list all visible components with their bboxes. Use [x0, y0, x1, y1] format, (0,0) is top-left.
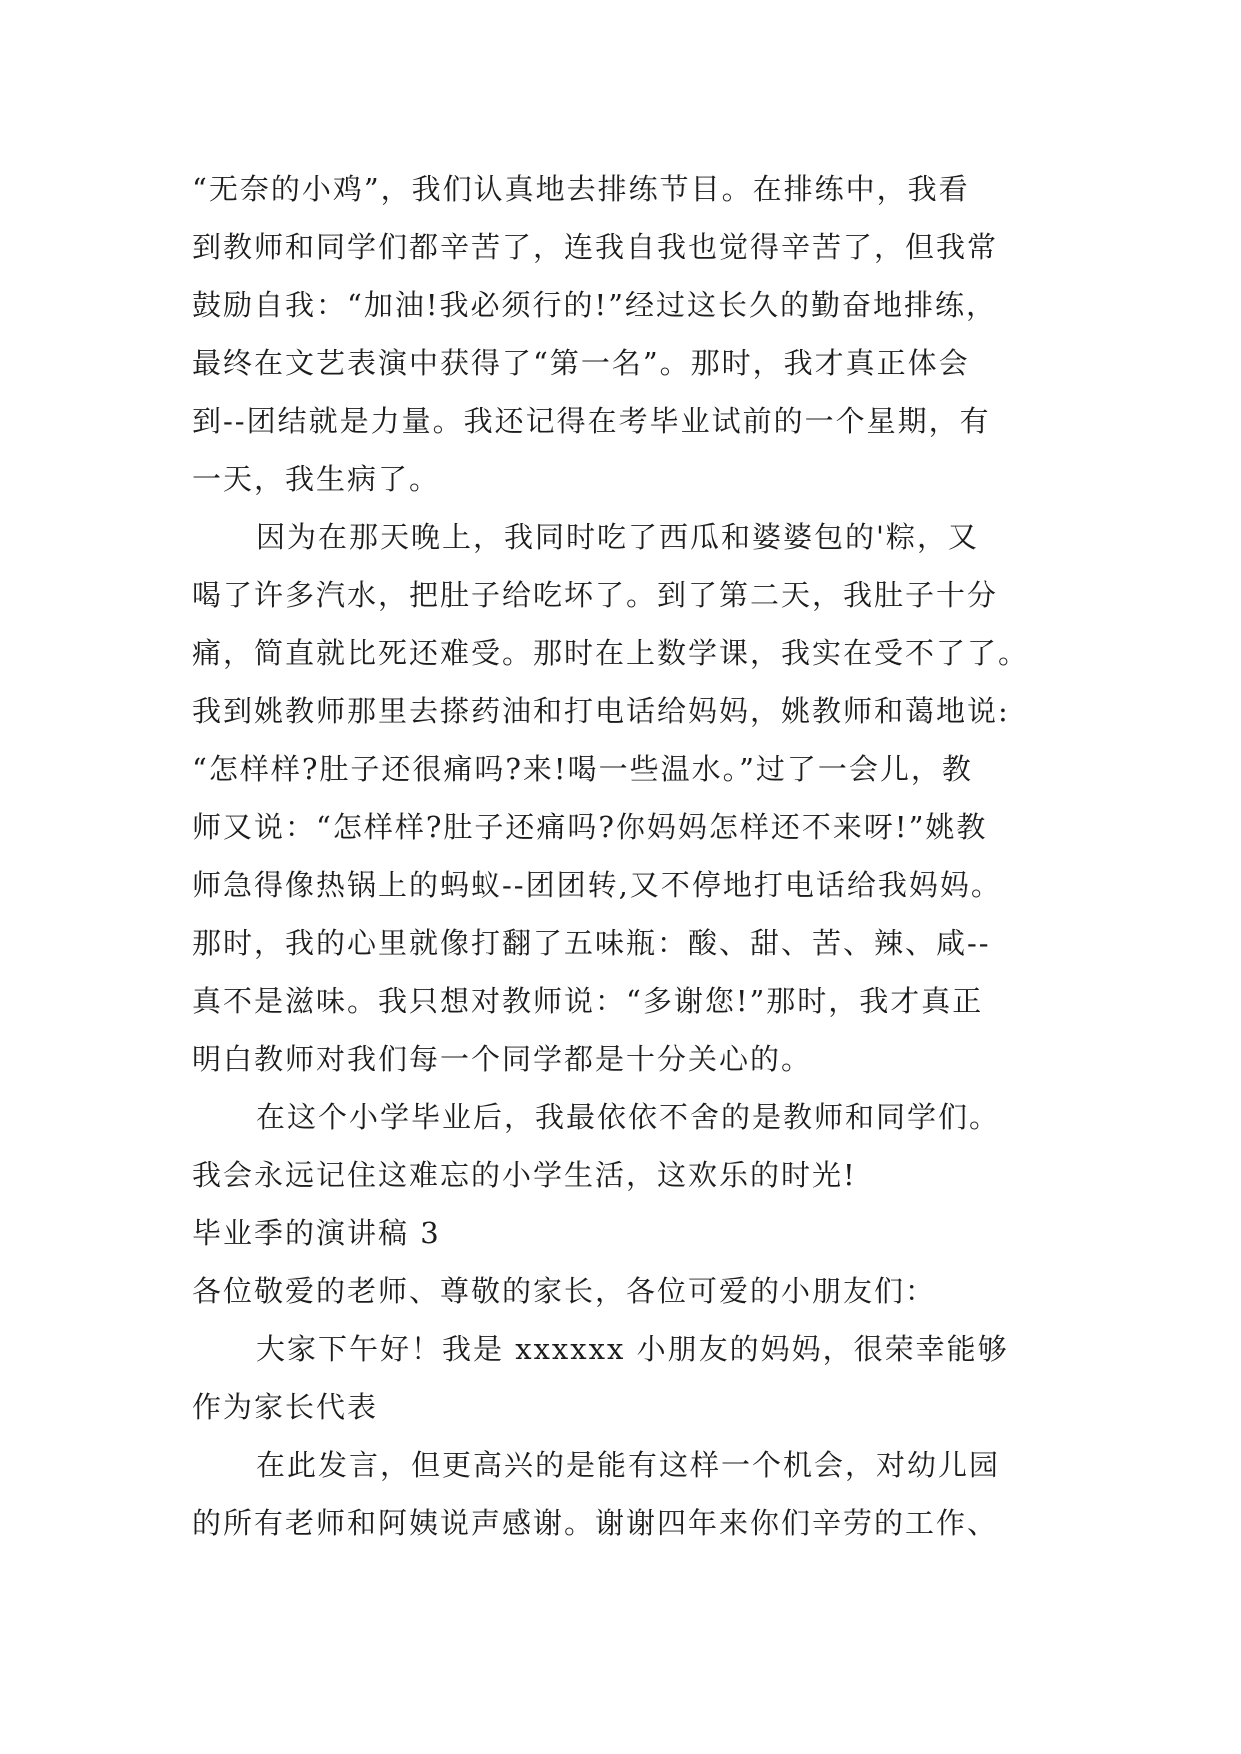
- text-line: 在此发言，但更高兴的是能有这样一个机会，对幼儿园: [256, 1448, 1001, 1482]
- text-line: 师又说：“怎样样?肚子还痛吗?你妈妈怎样还不来呀!”姚教: [192, 810, 988, 844]
- text-line: 鼓励自我：“加油!我必须行的!”经过这长久的勤奋地排练，: [192, 288, 997, 322]
- text-line: 因为在那天晚上，我同时吃了西瓜和婆婆包的'粽，又: [256, 520, 979, 554]
- text-line: 在这个小学毕业后，我最依依不舍的是教师和同学们。: [256, 1100, 1001, 1134]
- text-line: 一天，我生病了。: [192, 462, 441, 496]
- text-line: 到教师和同学们都辛苦了，连我自我也觉得辛苦了，但我常: [192, 230, 999, 264]
- text-line: “无奈的小鸡”，我们认真地去排练节目。在排练中，我看: [192, 172, 970, 206]
- text-line: 我会永远记住这难忘的小学生活，这欢乐的时光!: [192, 1158, 857, 1192]
- document-body: [192, 160, 1072, 1552]
- salutation: 各位敬爱的老师、尊敬的家长，各位可爱的小朋友们：: [192, 1274, 937, 1308]
- text-line: 的所有老师和阿姨说声感谢。谢谢四年来你们辛劳的工作、: [192, 1506, 999, 1540]
- text-line: “怎样样?肚子还很痛吗?来!喝一些温水。”过了一会儿，教: [192, 752, 973, 786]
- text-line: 明白教师对我们每一个同学都是十分关心的。: [192, 1042, 813, 1076]
- section-heading: 毕业季的演讲稿 3: [192, 1216, 441, 1250]
- text-line: 真不是滋味。我只想对教师说：“多谢您!”那时，我才真正: [192, 984, 984, 1018]
- text-line: 到--团结就是力量。我还记得在考毕业试前的一个星期，有: [192, 404, 991, 438]
- text-line: 师急得像热锅上的蚂蚁--团团转,又不停地打电话给我妈妈。: [192, 868, 1002, 902]
- text-line: 我到姚教师那里去搽药油和打电话给妈妈，姚教师和蔼地说:: [192, 694, 1010, 728]
- text-line: 大家下午好！我是 xxxxxx 小朋友的妈妈，很荣幸能够: [256, 1332, 1009, 1366]
- text-line: 作为家长代表: [192, 1390, 379, 1424]
- text-line: 痛，简直就比死还难受。那时在上数学课，我实在受不了了。: [192, 636, 1030, 670]
- text-line: 最终在文艺表演中获得了“第一名”。那时，我才真正体会: [192, 346, 970, 380]
- text-line: 那时，我的心里就像打翻了五味瓶：酸、甜、苦、辣、咸--: [192, 926, 991, 960]
- text-line: 喝了许多汽水，把肚子给吃坏了。到了第二天，我肚子十分: [192, 578, 999, 612]
